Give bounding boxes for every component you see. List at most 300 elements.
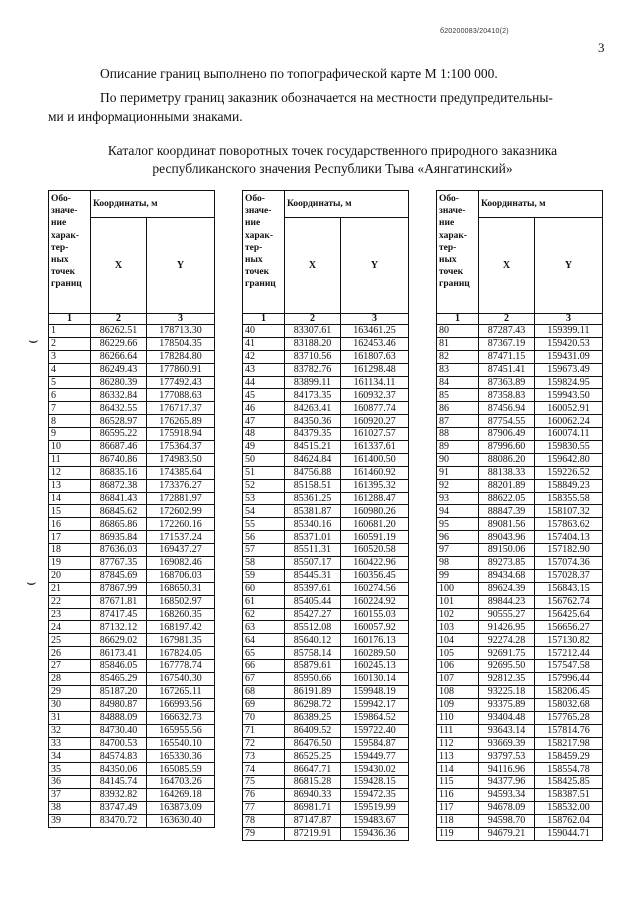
table-row	[49, 724, 215, 737]
coord-y: 164269.18	[147, 789, 215, 802]
table-row	[49, 737, 215, 750]
header-y: Y	[341, 218, 409, 314]
point-number: 75	[243, 776, 285, 789]
point-number: 108	[437, 685, 479, 698]
point-number: 61	[243, 595, 285, 608]
point-number: 88	[437, 428, 479, 441]
point-number: 84	[437, 376, 479, 389]
point-number: 116	[437, 789, 479, 802]
coord-y: 159519.99	[341, 801, 409, 814]
table-row	[437, 789, 603, 802]
coord-x: 86935.84	[91, 531, 147, 544]
point-number: 98	[437, 557, 479, 570]
coord-y: 160074.11	[535, 428, 603, 441]
table-row	[243, 634, 409, 647]
table-row	[437, 660, 603, 673]
coord-y: 175364.37	[147, 441, 215, 454]
table-row	[49, 698, 215, 711]
point-number: 62	[243, 608, 285, 621]
coord-y: 160062.24	[535, 415, 603, 428]
coord-x: 85361.25	[285, 492, 341, 505]
point-number: 42	[243, 350, 285, 363]
paragraph-line-2: ми и информационными знаками.	[48, 109, 243, 124]
coord-y: 163461.25	[341, 325, 409, 338]
table-row	[49, 582, 215, 595]
coord-x: 85640.12	[285, 634, 341, 647]
point-number: 60	[243, 582, 285, 595]
coord-y: 159584.87	[341, 737, 409, 750]
header-column-number: 1	[243, 314, 285, 325]
coord-y: 175918.94	[147, 428, 215, 441]
coord-y: 157404.13	[535, 531, 603, 544]
table-row	[437, 647, 603, 660]
table-row	[49, 363, 215, 376]
coord-x: 86298.72	[285, 698, 341, 711]
coord-x: 85397.61	[285, 582, 341, 595]
coord-y: 160176.13	[341, 634, 409, 647]
coord-x: 87456.94	[479, 402, 535, 415]
table-row	[437, 750, 603, 763]
point-number: 114	[437, 763, 479, 776]
coord-x: 83710.56	[285, 350, 341, 363]
coord-x: 89273.85	[479, 557, 535, 570]
header-column-number: 2	[91, 314, 147, 325]
coord-y: 158206.45	[535, 685, 603, 698]
coord-x: 87147.87	[285, 814, 341, 827]
coord-y: 178284.80	[147, 350, 215, 363]
coord-y: 164703.26	[147, 776, 215, 789]
coord-y: 159722.40	[341, 724, 409, 737]
table-row	[437, 402, 603, 415]
point-number: 15	[49, 505, 91, 518]
coord-y: 160920.27	[341, 415, 409, 428]
coord-x: 84730.40	[91, 724, 147, 737]
coord-x: 87219.91	[285, 827, 341, 840]
coord-y: 168706.03	[147, 569, 215, 582]
coord-y: 159830.55	[535, 441, 603, 454]
coord-x: 88201.89	[479, 479, 535, 492]
coord-y: 160224.92	[341, 595, 409, 608]
table-row	[243, 389, 409, 402]
point-number: 6	[49, 389, 91, 402]
point-number: 12	[49, 466, 91, 479]
coord-y: 162453.46	[341, 337, 409, 350]
coord-x: 86865.86	[91, 518, 147, 531]
table-row	[243, 582, 409, 595]
coord-x: 86981.71	[285, 801, 341, 814]
table-row	[437, 518, 603, 531]
table-row	[243, 750, 409, 763]
point-number: 55	[243, 518, 285, 531]
table-row	[49, 776, 215, 789]
coord-x: 86629.02	[91, 634, 147, 647]
point-number: 47	[243, 415, 285, 428]
coord-y: 176717.37	[147, 402, 215, 415]
coord-x: 87132.12	[91, 621, 147, 634]
coord-y: 160155.03	[341, 608, 409, 621]
table-row	[243, 711, 409, 724]
coord-x: 86266.64	[91, 350, 147, 363]
table-row	[49, 608, 215, 621]
point-number: 4	[49, 363, 91, 376]
coord-y: 156843.15	[535, 582, 603, 595]
coord-x: 87996.60	[479, 441, 535, 454]
coord-y: 177088.63	[147, 389, 215, 402]
table-row	[243, 453, 409, 466]
coord-x: 93643.14	[479, 724, 535, 737]
coord-x: 86872.38	[91, 479, 147, 492]
coord-x: 85405.44	[285, 595, 341, 608]
point-number: 89	[437, 441, 479, 454]
coord-y: 158425.85	[535, 776, 603, 789]
table-row	[437, 531, 603, 544]
table-row	[49, 505, 215, 518]
header-x: X	[285, 218, 341, 314]
table-row	[243, 544, 409, 557]
point-number: 19	[49, 557, 91, 570]
coord-y: 157212.44	[535, 647, 603, 660]
coord-x: 85187.20	[91, 685, 147, 698]
coord-y: 161298.48	[341, 363, 409, 376]
coord-x: 87471.15	[479, 350, 535, 363]
coord-y: 160520.58	[341, 544, 409, 557]
coord-y: 159449.77	[341, 750, 409, 763]
table-row	[49, 337, 215, 350]
point-number: 102	[437, 608, 479, 621]
table-row	[437, 389, 603, 402]
coord-y: 176265.89	[147, 415, 215, 428]
coord-y: 178504.35	[147, 337, 215, 350]
point-number: 16	[49, 518, 91, 531]
point-number: 67	[243, 673, 285, 686]
coord-x: 88622.05	[479, 492, 535, 505]
point-number: 118	[437, 814, 479, 827]
coord-x: 94377.96	[479, 776, 535, 789]
coord-x: 87358.83	[479, 389, 535, 402]
coord-x: 89150.06	[479, 544, 535, 557]
point-number: 5	[49, 376, 91, 389]
table-row	[49, 621, 215, 634]
point-number: 21	[49, 582, 91, 595]
table-row	[49, 453, 215, 466]
point-number: 52	[243, 479, 285, 492]
coord-y: 158762.04	[535, 814, 603, 827]
coord-y: 159864.52	[341, 711, 409, 724]
point-number: 11	[49, 453, 91, 466]
table-row	[437, 350, 603, 363]
coord-x: 86173.41	[91, 647, 147, 660]
header-coordinates: Координаты, м	[285, 191, 409, 218]
point-number: 110	[437, 711, 479, 724]
coord-x: 86229.66	[91, 337, 147, 350]
point-number: 80	[437, 325, 479, 338]
coord-x: 91426.95	[479, 621, 535, 634]
header-column-number: 3	[341, 314, 409, 325]
coord-y: 160877.74	[341, 402, 409, 415]
coord-y: 156425.64	[535, 608, 603, 621]
coord-y: 157074.36	[535, 557, 603, 570]
coord-y: 165085.59	[147, 763, 215, 776]
header-point-designation: Обо- значе- ние харак- тер- ных точек границ	[243, 191, 285, 314]
coord-x: 86647.71	[285, 763, 341, 776]
point-number: 63	[243, 621, 285, 634]
point-number: 43	[243, 363, 285, 376]
point-number: 29	[49, 685, 91, 698]
table-row	[437, 608, 603, 621]
coord-y: 160130.14	[341, 673, 409, 686]
coord-x: 86595.22	[91, 428, 147, 441]
point-number: 97	[437, 544, 479, 557]
point-number: 58	[243, 557, 285, 570]
table-row	[243, 814, 409, 827]
point-number: 18	[49, 544, 91, 557]
coord-y: 158032.68	[535, 698, 603, 711]
coord-y: 173376.27	[147, 479, 215, 492]
coord-x: 94598.70	[479, 814, 535, 827]
coord-y: 163630.40	[147, 814, 215, 827]
point-number: 113	[437, 750, 479, 763]
coord-x: 86525.25	[285, 750, 341, 763]
header-column-number: 3	[147, 314, 215, 325]
coord-y: 156762.74	[535, 595, 603, 608]
coord-x: 92695.50	[479, 660, 535, 673]
coord-y: 167778.74	[147, 660, 215, 673]
point-number: 66	[243, 660, 285, 673]
coord-x: 92274.28	[479, 634, 535, 647]
point-number: 79	[243, 827, 285, 840]
coord-x: 89844.23	[479, 595, 535, 608]
coord-y: 160052.91	[535, 402, 603, 415]
table-row	[243, 466, 409, 479]
coord-x: 85879.61	[285, 660, 341, 673]
coord-x: 93375.89	[479, 698, 535, 711]
table-row	[437, 724, 603, 737]
coord-y: 158387.51	[535, 789, 603, 802]
point-number: 37	[49, 789, 91, 802]
coord-y: 157182.90	[535, 544, 603, 557]
coord-y: 157765.28	[535, 711, 603, 724]
point-number: 119	[437, 827, 479, 840]
coord-x: 85846.05	[91, 660, 147, 673]
coord-x: 86528.97	[91, 415, 147, 428]
coord-y: 174983.50	[147, 453, 215, 466]
table-row	[437, 544, 603, 557]
table-row	[243, 698, 409, 711]
coord-y: 160245.13	[341, 660, 409, 673]
table-row	[243, 724, 409, 737]
point-number: 59	[243, 569, 285, 582]
point-number: 73	[243, 750, 285, 763]
coord-x: 92812.35	[479, 673, 535, 686]
point-number: 76	[243, 789, 285, 802]
coord-y: 165540.10	[147, 737, 215, 750]
coord-x: 87845.69	[91, 569, 147, 582]
table-row	[49, 685, 215, 698]
coord-x: 86476.50	[285, 737, 341, 750]
header-coordinates: Координаты, м	[479, 191, 603, 218]
table-row	[437, 673, 603, 686]
point-number: 74	[243, 763, 285, 776]
coord-x: 87906.49	[479, 428, 535, 441]
coord-y: 159472.35	[341, 789, 409, 802]
table-row	[49, 466, 215, 479]
table-row	[49, 518, 215, 531]
table-row	[437, 492, 603, 505]
point-number: 78	[243, 814, 285, 827]
coord-x: 87367.19	[479, 337, 535, 350]
table-row	[437, 776, 603, 789]
coord-y: 159673.49	[535, 363, 603, 376]
table-row	[437, 428, 603, 441]
document-id: б20200083/20410(2)	[440, 28, 509, 35]
table-row	[49, 711, 215, 724]
table-row	[437, 505, 603, 518]
coord-x: 86249.43	[91, 363, 147, 376]
coord-x: 83932.82	[91, 789, 147, 802]
point-number: 45	[243, 389, 285, 402]
point-number: 99	[437, 569, 479, 582]
page-number: 3	[598, 40, 605, 55]
table-row	[243, 660, 409, 673]
table-row	[437, 634, 603, 647]
point-number: 50	[243, 453, 285, 466]
catalog-title-line-2: республиканского значения Республики Тыва «Аянгатинский»	[152, 161, 513, 176]
table-row	[437, 621, 603, 634]
point-number: 90	[437, 453, 479, 466]
coord-y: 159428.15	[341, 776, 409, 789]
coord-x: 93225.18	[479, 685, 535, 698]
coord-y: 159226.52	[535, 466, 603, 479]
coord-y: 159430.02	[341, 763, 409, 776]
coord-x: 87767.35	[91, 557, 147, 570]
coord-y: 165330.36	[147, 750, 215, 763]
table-row	[49, 402, 215, 415]
coordinates-table-3	[436, 190, 603, 841]
table-row	[437, 325, 603, 338]
point-number: 104	[437, 634, 479, 647]
table-row	[437, 595, 603, 608]
coord-x: 93797.53	[479, 750, 535, 763]
coordinates-table-2	[242, 190, 409, 841]
table-row	[243, 737, 409, 750]
coordinates-table-1	[48, 190, 215, 828]
coord-x: 83307.61	[285, 325, 341, 338]
point-number: 85	[437, 389, 479, 402]
table-row	[243, 415, 409, 428]
point-number: 107	[437, 673, 479, 686]
catalog-title	[60, 142, 605, 178]
coord-y: 160422.96	[341, 557, 409, 570]
table-row	[243, 505, 409, 518]
coord-y: 160932.37	[341, 389, 409, 402]
table-row	[49, 428, 215, 441]
coord-x: 85512.08	[285, 621, 341, 634]
coord-x: 86191.89	[285, 685, 341, 698]
point-number: 56	[243, 531, 285, 544]
coord-x: 87287.43	[479, 325, 535, 338]
table-row	[437, 698, 603, 711]
table-row	[243, 428, 409, 441]
coord-x: 86815.28	[285, 776, 341, 789]
coord-y: 160591.19	[341, 531, 409, 544]
point-number: 28	[49, 673, 91, 686]
point-number: 40	[243, 325, 285, 338]
table-row	[49, 673, 215, 686]
coord-y: 161460.92	[341, 466, 409, 479]
coord-y: 161288.47	[341, 492, 409, 505]
table-row	[49, 531, 215, 544]
header-x: X	[91, 218, 147, 314]
coord-y: 160356.45	[341, 569, 409, 582]
coord-x: 87451.41	[479, 363, 535, 376]
point-number: 25	[49, 634, 91, 647]
coord-y: 159942.17	[341, 698, 409, 711]
header-column-number: 2	[479, 314, 535, 325]
table-row	[243, 441, 409, 454]
point-number: 49	[243, 441, 285, 454]
coord-y: 159948.19	[341, 685, 409, 698]
coord-x: 89434.68	[479, 569, 535, 582]
coord-y: 167540.30	[147, 673, 215, 686]
coord-x: 89043.96	[479, 531, 535, 544]
coord-y: 158355.58	[535, 492, 603, 505]
coord-y: 165955.56	[147, 724, 215, 737]
coord-y: 169082.46	[147, 557, 215, 570]
point-number: 34	[49, 750, 91, 763]
coord-y: 167824.05	[147, 647, 215, 660]
point-number: 48	[243, 428, 285, 441]
coord-y: 166993.56	[147, 698, 215, 711]
point-number: 26	[49, 647, 91, 660]
coord-x: 85340.16	[285, 518, 341, 531]
table-row	[49, 479, 215, 492]
coord-x: 83899.11	[285, 376, 341, 389]
point-number: 92	[437, 479, 479, 492]
point-number: 32	[49, 724, 91, 737]
table-row	[437, 479, 603, 492]
header-column-number: 2	[285, 314, 341, 325]
table-row	[243, 350, 409, 363]
coord-y: 167981.35	[147, 634, 215, 647]
coord-x: 90555.27	[479, 608, 535, 621]
coord-x: 85371.01	[285, 531, 341, 544]
coord-x: 85381.87	[285, 505, 341, 518]
table-row	[49, 544, 215, 557]
coord-y: 159431.09	[535, 350, 603, 363]
coord-x: 84980.87	[91, 698, 147, 711]
coord-x: 86389.25	[285, 711, 341, 724]
coord-x: 92691.75	[479, 647, 535, 660]
coord-y: 156656.27	[535, 621, 603, 634]
coord-x: 86740.86	[91, 453, 147, 466]
table-row	[243, 518, 409, 531]
coord-y: 158849.23	[535, 479, 603, 492]
coord-y: 157814.76	[535, 724, 603, 737]
coord-x: 83782.76	[285, 363, 341, 376]
coord-y: 158107.32	[535, 505, 603, 518]
coord-x: 93669.39	[479, 737, 535, 750]
table-row	[49, 789, 215, 802]
coord-y: 158459.29	[535, 750, 603, 763]
table-row	[243, 492, 409, 505]
point-number: 109	[437, 698, 479, 711]
table-row	[437, 814, 603, 827]
coord-x: 84173.35	[285, 389, 341, 402]
coord-x: 87417.45	[91, 608, 147, 621]
point-number: 30	[49, 698, 91, 711]
coord-y: 157863.62	[535, 518, 603, 531]
coord-x: 89081.56	[479, 518, 535, 531]
